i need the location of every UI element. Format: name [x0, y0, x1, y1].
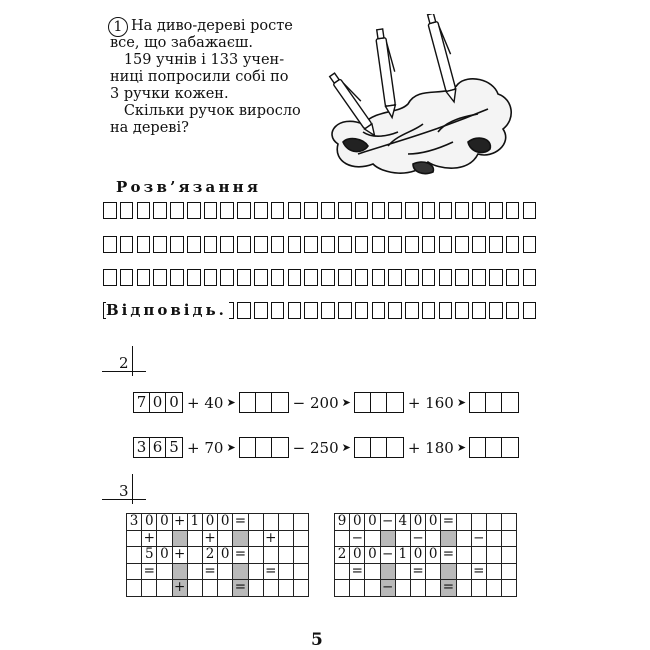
grid-cell[interactable]	[288, 302, 302, 319]
grid-cell[interactable]	[204, 269, 218, 286]
grid-cell[interactable]	[294, 547, 309, 564]
grid-row	[127, 563, 309, 580]
grid-cell[interactable]	[187, 269, 201, 286]
task1-line: ниці попросили собі по	[110, 69, 289, 85]
grid-cell: 1	[395, 547, 410, 564]
grid-cell[interactable]	[271, 236, 285, 253]
grid-cell[interactable]	[278, 580, 293, 597]
grid-cell[interactable]	[388, 202, 402, 219]
grid-cell[interactable]	[471, 514, 486, 531]
grid-cell[interactable]	[321, 302, 335, 319]
grid-cell[interactable]	[405, 302, 419, 319]
task2-underline	[102, 371, 146, 372]
grid-cell: 0	[410, 547, 425, 564]
grid-cell[interactable]	[422, 202, 436, 219]
grid-cell[interactable]	[172, 530, 187, 547]
grid-cell[interactable]	[187, 563, 202, 580]
grid-cell[interactable]	[278, 514, 293, 531]
grid-row	[127, 514, 309, 531]
grid-cell[interactable]	[335, 530, 350, 547]
grid-cell[interactable]	[456, 530, 471, 547]
grid-cell[interactable]	[127, 580, 142, 597]
digit: 5	[169, 438, 179, 456]
grid-cell[interactable]	[472, 302, 486, 319]
grid-cell[interactable]	[294, 563, 309, 580]
grid-cell[interactable]	[335, 563, 350, 580]
grid-cell[interactable]	[456, 580, 471, 597]
operation: + 160	[407, 393, 454, 412]
grid-cell[interactable]	[388, 269, 402, 286]
grid-cell: =	[442, 513, 455, 530]
arrow-icon: ➤	[226, 396, 236, 409]
grid-row	[127, 580, 309, 597]
grid-cell: 5	[142, 547, 157, 564]
grid-cell[interactable]	[523, 269, 537, 286]
grid-cell[interactable]	[103, 236, 117, 253]
solution-grid-row	[103, 269, 539, 286]
grid-cell[interactable]	[422, 302, 436, 319]
digit: 6	[150, 438, 166, 457]
grid-cell[interactable]	[187, 236, 201, 253]
grid-cell[interactable]	[278, 563, 293, 580]
grid-cell[interactable]	[338, 302, 352, 319]
task3-divider	[132, 474, 133, 504]
task1-line: 159 учнів і 133 учен-	[110, 52, 285, 68]
grid-cell[interactable]	[506, 202, 520, 219]
answer-label: Відповідь.	[106, 301, 227, 319]
operation: + 40	[187, 393, 224, 412]
grid-cell: 0	[218, 514, 233, 531]
grid-cell[interactable]	[204, 202, 218, 219]
grid-cell[interactable]	[489, 302, 503, 319]
grid-cell: −	[412, 529, 424, 546]
grid-cell[interactable]	[365, 563, 380, 580]
grid-cell[interactable]	[157, 580, 172, 597]
grid-cell[interactable]	[439, 269, 453, 286]
grid-cell[interactable]	[288, 236, 302, 253]
grid-cell: =	[143, 562, 155, 579]
grid-cell: =	[473, 562, 485, 579]
grid-cell[interactable]	[372, 302, 386, 319]
grid-cell[interactable]	[237, 202, 251, 219]
grid-cell: 0	[426, 547, 441, 564]
answer-box[interactable]	[469, 437, 519, 458]
grid-cell[interactable]	[304, 269, 318, 286]
grid-cell[interactable]	[263, 514, 278, 531]
grid-cell[interactable]	[439, 236, 453, 253]
grid-cell[interactable]	[202, 580, 217, 597]
grid-cell[interactable]	[471, 547, 486, 564]
grid-cell[interactable]	[506, 302, 520, 319]
grid-cell[interactable]	[486, 580, 501, 597]
grid-cell: −	[382, 513, 394, 530]
grid-cell[interactable]	[218, 580, 233, 597]
grid-cell[interactable]	[502, 530, 517, 547]
grid-cell: 0	[142, 514, 157, 531]
grid-cell: =	[442, 579, 455, 596]
grid-cell[interactable]	[441, 563, 456, 580]
grid-cell[interactable]	[395, 580, 410, 597]
task1-text	[131, 18, 293, 35]
grid-cell[interactable]	[170, 269, 184, 286]
grid-cell[interactable]	[321, 269, 335, 286]
grid-cell[interactable]	[218, 563, 233, 580]
grid-cell: 9	[335, 514, 350, 531]
grid-cell: −	[473, 529, 485, 546]
operation: − 250	[292, 438, 339, 457]
digit: 3	[134, 438, 150, 457]
grid-cell[interactable]	[338, 236, 352, 253]
operation: + 70	[187, 438, 224, 457]
task-number-2: 2	[119, 354, 129, 372]
grid-cell[interactable]	[395, 563, 410, 580]
grid-cell: 0	[218, 547, 233, 564]
answer-box[interactable]	[354, 392, 404, 413]
grid-cell: 0	[157, 514, 172, 531]
grid-cell[interactable]	[472, 202, 486, 219]
solution-heading: Розв’язання	[116, 178, 262, 196]
grid-cell[interactable]	[441, 530, 456, 547]
grid-cell[interactable]	[405, 236, 419, 253]
grid-cell[interactable]	[455, 302, 469, 319]
grid-cell[interactable]	[372, 236, 386, 253]
tree-with-pens-illustration	[318, 14, 538, 189]
grid-cell[interactable]	[455, 236, 469, 253]
grid-cell[interactable]	[456, 514, 471, 531]
task1-line: На диво-дереві росте	[131, 18, 293, 34]
left-number-grid	[126, 513, 309, 597]
grid-cell[interactable]	[502, 580, 517, 597]
grid-cell: 0	[365, 547, 380, 564]
grid-cell[interactable]	[103, 269, 117, 286]
grid-cell[interactable]	[506, 269, 520, 286]
grid-cell[interactable]	[237, 302, 251, 319]
grid-cell[interactable]	[237, 269, 251, 286]
grid-cell[interactable]	[502, 547, 517, 564]
grid-cell[interactable]	[410, 580, 425, 597]
arrow-icon: ➤	[341, 441, 351, 454]
grid-cell[interactable]	[248, 530, 263, 547]
grid-cell[interactable]	[220, 269, 234, 286]
grid-cell[interactable]	[288, 202, 302, 219]
grid-cell[interactable]	[157, 563, 172, 580]
grid-cell[interactable]	[120, 236, 134, 253]
grid-cell[interactable]	[288, 269, 302, 286]
grid-cell[interactable]	[355, 236, 369, 253]
grid-cell[interactable]	[304, 236, 318, 253]
task1-line: Скільки ручок виросло	[110, 103, 301, 119]
grid-cell[interactable]	[422, 269, 436, 286]
answer-box[interactable]	[239, 392, 289, 413]
grid-cell[interactable]	[233, 563, 248, 580]
grid-cell[interactable]	[471, 580, 486, 597]
grid-cell: +	[174, 579, 186, 596]
grid-cell: =	[265, 562, 277, 579]
grid-cell[interactable]	[142, 580, 157, 597]
grid-cell: 0	[202, 514, 217, 531]
grid-cell[interactable]	[502, 514, 517, 531]
grid-cell[interactable]	[486, 563, 501, 580]
grid-cell[interactable]	[405, 202, 419, 219]
grid-cell[interactable]	[489, 269, 503, 286]
grid-cell: 0	[410, 514, 425, 531]
grid-cell: =	[442, 546, 455, 563]
grid-cell[interactable]	[321, 236, 335, 253]
digit: 0	[169, 393, 179, 411]
grid-cell[interactable]	[153, 269, 167, 286]
grid-cell[interactable]	[271, 302, 285, 319]
grid-cell[interactable]	[304, 202, 318, 219]
task1-line: на дереві?	[110, 120, 189, 136]
grid-cell[interactable]	[472, 236, 486, 253]
arrow-icon: ➤	[341, 396, 351, 409]
grid-row	[335, 547, 517, 564]
grid-cell[interactable]	[263, 547, 278, 564]
grid-cell: =	[204, 562, 216, 579]
grid-row	[127, 547, 309, 564]
grid-cell[interactable]	[456, 563, 471, 580]
grid-cell[interactable]	[254, 236, 268, 253]
grid-cell[interactable]	[350, 580, 365, 597]
grid-cell[interactable]	[127, 547, 142, 564]
task1-line: 3 ручки кожен.	[110, 86, 229, 102]
grid-cell[interactable]	[486, 547, 501, 564]
grid-cell[interactable]	[380, 530, 395, 547]
grid-cell: +	[143, 529, 155, 546]
grid-cell: =	[412, 562, 424, 579]
grid-cell[interactable]	[455, 202, 469, 219]
right-number-grid	[334, 513, 517, 597]
grid-cell[interactable]	[355, 302, 369, 319]
grid-cell[interactable]	[170, 236, 184, 253]
grid-cell[interactable]	[137, 202, 151, 219]
grid-cell[interactable]	[103, 202, 117, 219]
grid-cell: 2	[202, 547, 217, 564]
grid-cell: −	[351, 529, 363, 546]
grid-cell[interactable]	[278, 530, 293, 547]
grid-cell[interactable]	[439, 302, 453, 319]
grid-cell[interactable]	[365, 530, 380, 547]
grid-cell[interactable]	[127, 563, 142, 580]
grid-cell[interactable]	[523, 202, 537, 219]
grid-cell[interactable]	[204, 236, 218, 253]
grid-cell[interactable]	[187, 547, 202, 564]
grid-cell[interactable]	[388, 302, 402, 319]
chain-row-1	[133, 392, 519, 413]
task-number-1: 1	[108, 17, 128, 37]
operation: − 200	[292, 393, 339, 412]
grid-cell[interactable]	[355, 202, 369, 219]
grid-cell[interactable]	[220, 202, 234, 219]
operation: + 180	[407, 438, 454, 457]
page-number: 5	[311, 630, 323, 650]
grid-cell[interactable]	[187, 530, 202, 547]
grid-cell[interactable]	[405, 269, 419, 286]
grid-cell[interactable]	[380, 563, 395, 580]
grid-cell[interactable]	[248, 514, 263, 531]
grid-cell: =	[351, 562, 363, 579]
grid-cell[interactable]	[338, 202, 352, 219]
grid-cell[interactable]	[388, 236, 402, 253]
grid-row	[335, 514, 517, 531]
digit: 0	[150, 393, 166, 412]
grid-cell[interactable]	[137, 269, 151, 286]
grid-row	[335, 580, 517, 597]
grid-cell[interactable]	[294, 514, 309, 531]
grid-cell[interactable]	[170, 202, 184, 219]
grid-cell[interactable]	[456, 547, 471, 564]
grid-cell[interactable]	[502, 563, 517, 580]
grid-cell[interactable]	[338, 269, 352, 286]
arrow-icon: ➤	[456, 441, 467, 454]
grid-cell: =	[234, 513, 247, 530]
grid-cell[interactable]	[127, 530, 142, 547]
grid-cell[interactable]	[486, 514, 501, 531]
chain-row-2	[133, 437, 519, 458]
task1-text-block	[110, 35, 301, 137]
grid-cell[interactable]	[294, 580, 309, 597]
grid-row	[335, 563, 517, 580]
grid-cell[interactable]	[271, 202, 285, 219]
grid-cell[interactable]	[294, 530, 309, 547]
grid-cell[interactable]	[187, 580, 202, 597]
grid-cell[interactable]	[248, 563, 263, 580]
grid-cell: +	[174, 513, 186, 530]
grid-cell[interactable]	[422, 236, 436, 253]
answer-box[interactable]	[354, 437, 404, 458]
start-number-box	[133, 437, 183, 458]
grid-cell[interactable]	[304, 302, 318, 319]
grid-cell[interactable]	[455, 269, 469, 286]
grid-cell[interactable]	[506, 236, 520, 253]
grid-cell[interactable]	[489, 202, 503, 219]
grid-cell[interactable]	[220, 236, 234, 253]
grid-cell[interactable]	[218, 530, 233, 547]
grid-cell: 0	[350, 547, 365, 564]
grid-cell[interactable]	[472, 269, 486, 286]
grid-cell[interactable]	[237, 236, 251, 253]
grid-cell[interactable]	[321, 202, 335, 219]
grid-cell: 0	[426, 514, 441, 531]
grid-cell[interactable]	[335, 580, 350, 597]
grid-cell: =	[234, 546, 247, 563]
grid-cell[interactable]	[153, 236, 167, 253]
grid-cell[interactable]	[137, 236, 151, 253]
grid-row	[127, 530, 309, 547]
grid-cell[interactable]	[248, 547, 263, 564]
grid-cell[interactable]	[278, 547, 293, 564]
grid-cell[interactable]	[153, 202, 167, 219]
grid-cell[interactable]	[372, 202, 386, 219]
grid-cell: 4	[395, 514, 410, 531]
task1-line: все, що забажаєш.	[110, 35, 254, 51]
grid-cell[interactable]	[523, 236, 537, 253]
answer-box[interactable]	[469, 392, 519, 413]
grid-cell[interactable]	[263, 580, 278, 597]
grid-cell: +	[174, 546, 186, 563]
grid-cell[interactable]	[172, 563, 187, 580]
digit: 7	[134, 393, 150, 412]
grid-cell[interactable]	[365, 580, 380, 597]
grid-cell[interactable]	[355, 269, 369, 286]
task-number-3: 3	[119, 482, 129, 500]
grid-cell: =	[234, 579, 247, 596]
task3-underline	[102, 499, 146, 500]
start-number-box	[133, 392, 183, 413]
grid-cell[interactable]	[254, 269, 268, 286]
grid-cell: 3	[127, 514, 142, 531]
grid-cell: +	[204, 529, 216, 546]
grid-cell: 2	[335, 547, 350, 564]
grid-cell[interactable]	[157, 530, 172, 547]
grid-cell: −	[382, 579, 394, 596]
answer-box[interactable]	[239, 437, 289, 458]
grid-cell[interactable]	[523, 302, 537, 319]
grid-cell[interactable]	[426, 580, 441, 597]
arrow-icon: ➤	[456, 396, 467, 409]
solution-grid-row	[103, 236, 539, 253]
grid-cell[interactable]	[187, 202, 201, 219]
grid-cell[interactable]	[254, 302, 268, 319]
grid-cell: −	[382, 546, 394, 563]
solution-grid-row	[103, 202, 539, 219]
grid-cell[interactable]	[489, 236, 503, 253]
grid-cell[interactable]	[248, 580, 263, 597]
grid-cell[interactable]	[426, 530, 441, 547]
grid-cell[interactable]	[271, 269, 285, 286]
grid-row	[335, 530, 517, 547]
grid-cell[interactable]	[426, 563, 441, 580]
grid-cell: 1	[187, 514, 202, 531]
grid-cell[interactable]	[372, 269, 386, 286]
grid-cell[interactable]	[120, 269, 134, 286]
grid-cell: 0	[350, 514, 365, 531]
grid-cell[interactable]	[120, 202, 134, 219]
arrow-icon: ➤	[226, 441, 236, 454]
grid-cell[interactable]	[486, 530, 501, 547]
grid-cell: 0	[365, 514, 380, 531]
task2-divider	[132, 346, 133, 376]
grid-cell[interactable]	[233, 530, 248, 547]
grid-cell[interactable]	[395, 530, 410, 547]
grid-cell: 0	[157, 547, 172, 564]
grid-cell[interactable]	[439, 202, 453, 219]
grid-cell[interactable]	[254, 202, 268, 219]
grid-cell: +	[265, 529, 277, 546]
